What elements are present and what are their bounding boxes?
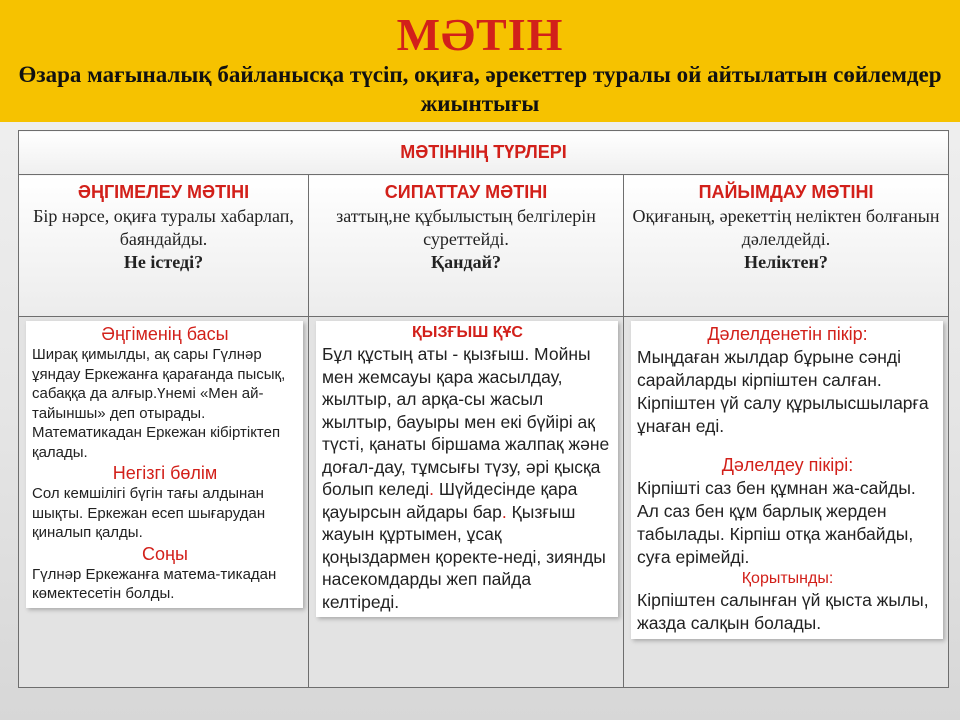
narrative-part1-text: Ширақ қимылды, ақ сары Гүлнәр ұяндау Еркежанға қарағанда пысық, сабаққа да алғыр.Үнемі «Мен ай-тайыншы» деп отырады. Математикадан Еркежан кібіртіктеп қалады.	[32, 346, 286, 461]
reasoning-conclusion-text: Кірпіштен салынған үй қыста жылы, жазда салқын болады.	[637, 590, 929, 633]
example-cell-reasoning	[624, 317, 949, 688]
page-subtitle: Өзара мағыналық байланысқа түсіп, оқиға, әрекеттер туралы ой айтылатын сөйлемдер жиынтығы	[18, 62, 959, 116]
description-text-part1: Бұл құстың аты - қызғыш. Мойны мен жемсауы қара жасылдау, жылтыр, ал арқа-сы жасыл жылтыр, бауыры мен екі бүйірі ақ түсті, қанаты біршама жалпақ және доғал-дау, тұмсығы түзу, әрі қысқа болып келеді	[322, 344, 610, 499]
type-desc-reasoning: Оқиғаның, әрекеттің неліктен болғанын дәлелдейді.	[632, 206, 940, 249]
narrative-part3-heading: Соңы	[142, 543, 188, 564]
type-question-description: Қандай?	[431, 252, 501, 272]
narrative-part1-heading: Әңгіменің басы	[101, 324, 229, 344]
example-cell-narrative	[19, 317, 309, 688]
reasoning-proof-text: Кірпішті саз бен құмнан жа-сайды. Ал саз бен құм барлық жерден табылады. Кірпіш отқа жанбайды, суға ерімейді.	[637, 478, 916, 567]
period-mark: .	[429, 479, 435, 499]
type-cell-reasoning	[624, 175, 949, 317]
description-text-part3: Қызғыш жауын құртымен, ұсақ қоңыздармен қоректе-неді, зиянды насекомдарды жеп пайда келтіреді.	[322, 501, 606, 612]
narrative-part3-text: Гүлнәр Еркежанға матема-тикадан көмектесетін болды.	[32, 565, 277, 602]
page-title: МӘТІН	[396, 9, 564, 60]
reasoning-thesis-text: Мыңдаған жылдар бұрыне сәнді сарайларды кірпіштен салған. Кірпіштен үй салу құрылысшыларға ұнаған еді.	[637, 347, 929, 436]
type-title-description: СИПАТТАУ МӘТІНІ	[384, 182, 548, 202]
reasoning-example-card	[631, 321, 943, 639]
text-types-table	[18, 130, 949, 688]
type-cell-description	[309, 175, 624, 317]
type-cell-narrative	[19, 175, 309, 317]
table-header: МӘТІННІҢ ТҮРЛЕРІ	[19, 131, 949, 175]
reasoning-conclusion-heading: Қорытынды:	[741, 570, 834, 587]
reasoning-thesis-heading: Дәлелденетін пікір:	[707, 324, 868, 344]
type-title-reasoning: ПАЙЫМДАУ МӘТІНІ	[698, 182, 874, 202]
narrative-part2-heading: Негізгі бөлім	[112, 463, 218, 483]
type-question-reasoning: Неліктен?	[744, 252, 828, 272]
description-heading: ҚЫЗҒЫШ ҚҰС	[412, 324, 523, 341]
type-desc-description: заттың,не құбылыстың белгілерін суреттейді.	[336, 206, 596, 249]
narrative-part2-text: Сол кемшілігі бүгін тағы алдынан шықты. Еркежан есеп шығарудан қиналып қалды.	[32, 485, 266, 541]
description-text-part2: Шүйдесінде қара қауырсын айдары бар	[322, 479, 578, 522]
reasoning-proof-heading: Дәлелдеу пікірі:	[721, 455, 854, 475]
title-banner	[0, 0, 960, 122]
description-example-card	[316, 321, 618, 617]
description-text	[322, 343, 613, 613]
example-cell-description	[309, 317, 624, 688]
narrative-example-card	[26, 321, 303, 608]
period-mark: .	[501, 501, 507, 522]
type-question-narrative: Не істеді?	[123, 252, 204, 272]
type-title-narrative: ӘҢГІМЕЛЕУ МӘТІНІ	[77, 182, 250, 202]
type-desc-narrative: Бір нәрсе, оқиға туралы хабарлап, баяндайды.	[33, 206, 294, 249]
